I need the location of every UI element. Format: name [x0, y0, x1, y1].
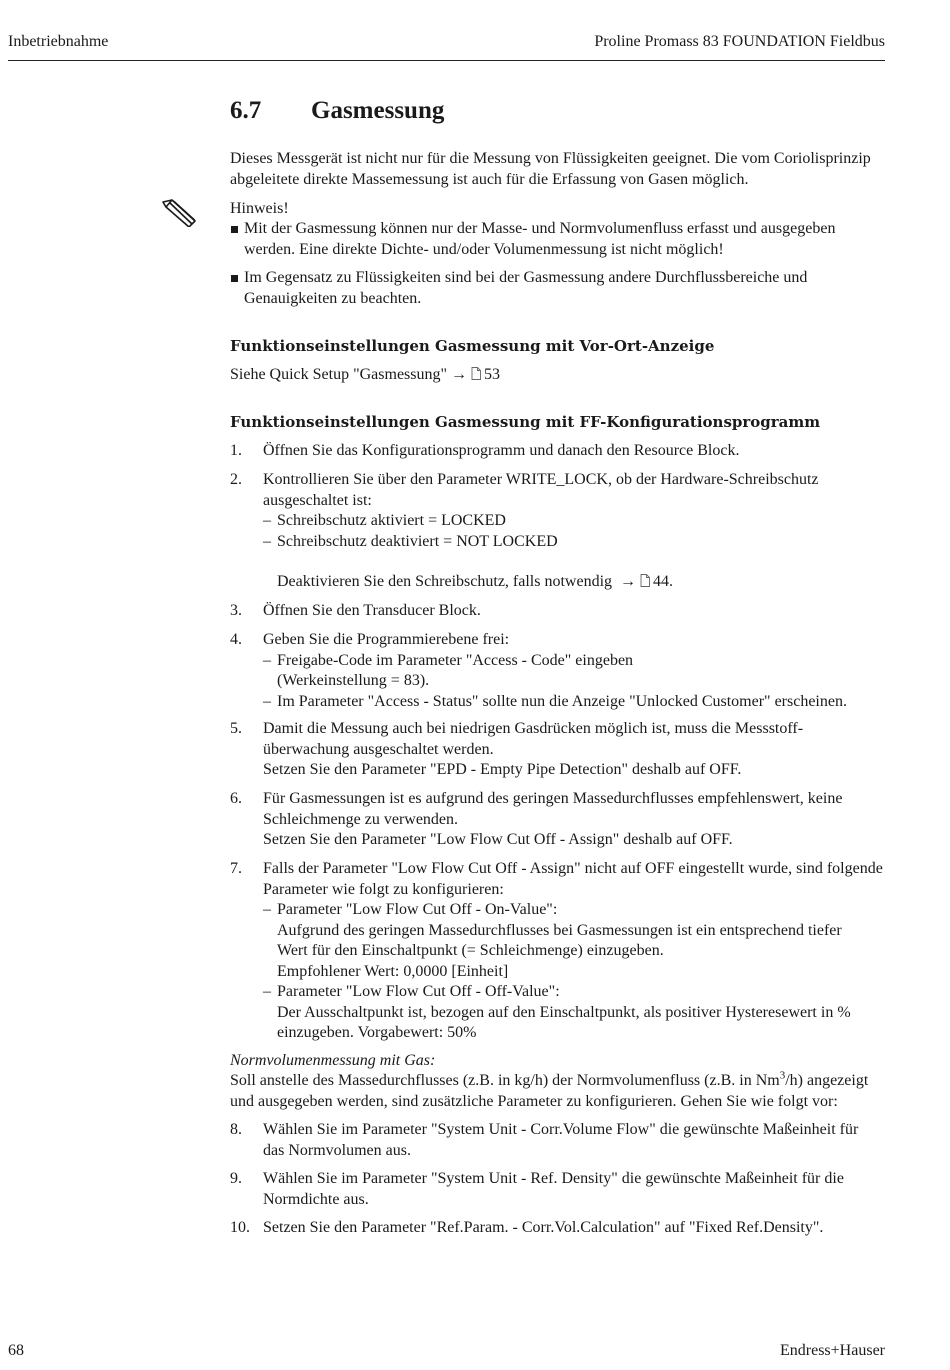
pencil-icon	[160, 197, 200, 227]
page-ref: 53	[484, 366, 501, 383]
step-2-followup: Deaktivieren Sie den Schreibschutz, falls notwendig → 44.	[277, 573, 674, 590]
bullet-square-icon	[231, 226, 238, 233]
section-title	[230, 96, 444, 126]
local-display-heading: Funktionseinstellungen Gasmessung mit Vor-Ort-Anzeige	[230, 337, 715, 355]
page-ref: 44.	[653, 573, 674, 590]
footer-brand: Endress+Hauser	[780, 1342, 885, 1359]
step-10: 10. Setzen Sie den Parameter "Ref.Param. - Corr.Vol.Calculation" auf "Fixed Ref.Density".	[230, 1219, 824, 1236]
step-3: 3. Öffnen Sie den Transducer Block.	[230, 602, 481, 619]
local-display-text: Siehe Quick Setup "Gasmessung" → 53	[230, 366, 501, 383]
note-bullet-2: Im Gegensatz zu Flüssigkeiten sind bei der Gasmessung andere Durchflussbereiche und Genauigkeiten zu beachten.	[230, 268, 884, 309]
header-product: Proline Promass 83 FOUNDATION Fieldbus	[594, 33, 885, 50]
dash-item: – Schreibschutz aktiviert = LOCKED	[263, 512, 506, 529]
page-ref-icon	[640, 574, 650, 587]
ff-config-heading: Funktionseinstellungen Gasmessung mit FF-Konfigurationsprogramm	[230, 413, 821, 431]
intro-paragraph: Dieses Messgerät ist nicht nur für die Messung von Flüssigkeiten geeignet. Die vom Coriolisprinzip abgeleitete direkte Massemessung ist auch für die Erfassung von Gasen möglich.	[230, 150, 871, 188]
step-6: 6. Für Gasmessungen ist es aufgrund des geringen Massedurchflusses empfehlenswert, keine Schleichmenge zu verwenden. Setzen Sie den Parameter "Low Flow Cut Off - Assign" deshalb auf OFF.	[230, 790, 843, 848]
dash-item: – Schreibschutz deaktiviert = NOT LOCKED	[263, 532, 558, 550]
page-number: 68	[8, 1342, 24, 1359]
arrow-icon: →	[451, 366, 468, 383]
header-chapter: Inbetriebnahme	[8, 33, 109, 50]
note-bullet-1: Mit der Gasmessung können nur der Masse- und Normvolumenfluss erfasst und ausgegeben werden. Eine direkte Dichte- und/oder Volumenmessung ist nicht möglich!	[230, 219, 884, 260]
step-5: 5. Damit die Messung auch bei niedrigen Gasdrücken möglich ist, muss die Messstoff- überwachung ausgeschaltet werden. Setzen Sie den Parameter "EPD - Empty Pipe Detection" deshalb auf OFF.	[230, 720, 804, 778]
bullet-square-icon	[231, 275, 238, 282]
step-8: 8. Wählen Sie im Parameter "System Unit - Corr.Volume Flow" die gewünschte Maßeinheit für das Normvolumen aus.	[230, 1121, 859, 1159]
section-heading: Gasmessung	[311, 97, 445, 124]
dash-item: – Im Parameter "Access - Status" sollte nun die Anzeige "Unlocked Customer" erscheinen.	[263, 692, 847, 710]
dash-item: – Parameter "Low Flow Cut Off - On-Value":	[263, 901, 558, 918]
dash-item: – Parameter "Low Flow Cut Off - Off-Value":	[263, 983, 560, 1000]
norm-paragraph: Soll anstelle des Massedurchflusses (z.B. in kg/h) der Normvolumenfluss (z.B. in Nm$^3$/h) angezeigt und ausgegeben werden, sind zusätzliche Parameter zu konfigurieren. Gehen Sie wie folgt vor:	[230, 1069, 869, 1110]
section-number: 6.7	[230, 97, 262, 124]
step-2: 2. Kontrollieren Sie über den Parameter WRITE_LOCK, ob der Hardware-Schreibschutz ausgeschaltet ist: – Schreibschutz aktiviert = LOCKED – Schreibschutz deaktiviert = NOT LOCKED	[230, 470, 885, 552]
step-1: 1. Öffnen Sie das Konfigurationsprogramm und danach den Resource Block.	[230, 442, 740, 459]
step-7: 7. Falls der Parameter "Low Flow Cut Off - Assign" nicht auf OFF eingestellt wurde, sind folgende Parameter wie folgt zu konfigurieren: – Parameter "Low Flow Cut Off - On-Value": Aufgrund des geringen Massedurchflusses bei Gasmessungen ist ein entsprechend tiefer Wert für den Einschaltpunkt (= Schleichmenge) einzugeben. Empfohlener Wert: 0,0000 [Einheit] – Parameter "Low Flow Cut Off - Off-Value": Der Ausschaltpunkt ist, bezogen auf den Einschaltpunkt, als positiver Hysteresewert in % einzugeben. Vorgabewert: 50%	[230, 859, 885, 1044]
step-9: 9. Wählen Sie im Parameter "System Unit - Ref. Density" die gewünschte Maßeinheit für die Normdichte aus.	[230, 1170, 844, 1208]
dash-item: – Freigabe-Code im Parameter "Access - Code" eingeben	[263, 651, 634, 669]
norm-heading: Normvolumenmessung mit Gas:	[230, 1052, 436, 1069]
step-4: 4. Geben Sie die Programmierebene frei: – Freigabe-Code im Parameter "Access - Code" eingeben (Werkeinstellung = 83). – Im Parameter "Access - Status" sollte nun die Anzeige "Unlocked Customer" erscheinen.	[230, 630, 885, 712]
arrow-icon: →	[620, 573, 637, 590]
page-header	[8, 30, 885, 61]
page-ref-icon	[471, 367, 481, 380]
note-label: Hinweis!	[230, 200, 289, 217]
